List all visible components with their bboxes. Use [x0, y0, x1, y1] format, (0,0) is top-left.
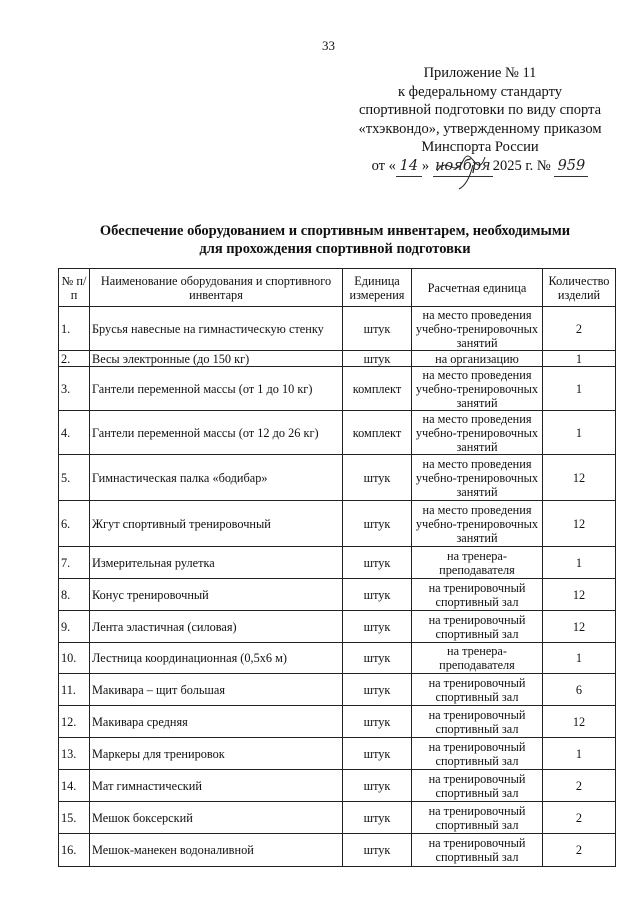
quantity: 12: [543, 501, 616, 547]
quantity: 12: [543, 455, 616, 501]
item-name: Мешок-манекен водоналивной: [90, 834, 343, 867]
calculation-unit: на тренера-преподавателя: [412, 643, 543, 674]
table-header-row: [59, 269, 616, 307]
header-unit: Единица измерения: [343, 269, 412, 307]
row-num: 7.: [59, 547, 90, 579]
unit-of-measure: штук: [343, 738, 412, 770]
appendix-line: Минспорта России: [421, 139, 539, 156]
calculation-unit: на место проведения учебно-тренировочных занятий: [412, 367, 543, 411]
inventory-table: [58, 268, 616, 867]
header-qty: Количество изделий: [543, 269, 616, 307]
calculation-unit: на организацию: [412, 351, 543, 367]
calculation-unit: на место проведения учебно-тренировочных занятий: [412, 501, 543, 547]
document-title: [60, 222, 610, 258]
date-quote-close: »: [421, 157, 430, 174]
quantity: 1: [543, 411, 616, 455]
unit-of-measure: штук: [343, 643, 412, 674]
handwritten-order-number: 959: [554, 157, 588, 177]
unit-of-measure: штук: [343, 770, 412, 802]
item-name: Гимнастическая палка «бодибар»: [90, 455, 343, 501]
table-row: [59, 643, 616, 674]
appendix-line: к федеральному стандарту: [398, 83, 562, 100]
item-name: Конус тренировочный: [90, 579, 343, 611]
quantity: 12: [543, 611, 616, 643]
table-row: [59, 674, 616, 706]
appendix-line: Приложение № 11: [423, 65, 537, 81]
calculation-unit: на место проведения учебно-тренировочных занятий: [412, 307, 543, 351]
item-name: Измерительная рулетка: [90, 547, 343, 579]
row-num: 16.: [59, 834, 90, 867]
table-row: [59, 455, 616, 501]
table-row: [59, 351, 616, 367]
unit-of-measure: штук: [343, 501, 412, 547]
title-line: Обеспечение оборудованием и спортивным инвентарем, необходимыми: [99, 223, 571, 239]
table-row: [59, 411, 616, 455]
handwritten-day: 14: [396, 157, 422, 177]
row-num: 13.: [59, 738, 90, 770]
row-num: 14.: [59, 770, 90, 802]
row-num: 9.: [59, 611, 90, 643]
unit-of-measure: комплект: [343, 411, 412, 455]
appendix-line: спортивной подготовки по виду спорта: [358, 102, 602, 119]
row-num: 4.: [59, 411, 90, 455]
item-name: Мешок боксерский: [90, 802, 343, 834]
calculation-unit: на тренировочный спортивный зал: [412, 738, 543, 770]
table-row: [59, 834, 616, 867]
row-num: 3.: [59, 367, 90, 411]
date-year: 2025 г. №: [492, 157, 551, 174]
item-name: Мат гимнастический: [90, 770, 343, 802]
table-row: [59, 611, 616, 643]
quantity: 2: [543, 802, 616, 834]
item-name: Лента эластичная (силовая): [90, 611, 343, 643]
calculation-unit: на тренировочный спортивный зал: [412, 611, 543, 643]
quantity: 1: [543, 367, 616, 411]
quantity: 2: [543, 834, 616, 867]
page-number: 33: [322, 38, 335, 53]
table-row: [59, 367, 616, 411]
handwritten-month: ноября: [433, 157, 493, 177]
item-name: Маркеры для тренировок: [90, 738, 343, 770]
item-name: Гантели переменной массы (от 12 до 26 кг): [90, 411, 343, 455]
quantity: 2: [543, 770, 616, 802]
unit-of-measure: штук: [343, 834, 412, 867]
quantity: 12: [543, 706, 616, 738]
quantity: 1: [543, 738, 616, 770]
unit-of-measure: комплект: [343, 367, 412, 411]
calculation-unit: на место проведения учебно-тренировочных занятий: [412, 455, 543, 501]
header-num: № п/п: [59, 269, 90, 307]
item-name: Весы электронные (до 150 кг): [90, 351, 343, 367]
quantity: 1: [543, 643, 616, 674]
unit-of-measure: штук: [343, 307, 412, 351]
calculation-unit: на тренировочный спортивный зал: [412, 802, 543, 834]
title-line: для прохождения спортивной подготовки: [199, 241, 471, 257]
row-num: 15.: [59, 802, 90, 834]
unit-of-measure: штук: [343, 802, 412, 834]
quantity: 6: [543, 674, 616, 706]
unit-of-measure: штук: [343, 579, 412, 611]
calculation-unit: на тренировочный спортивный зал: [412, 674, 543, 706]
table-row: [59, 501, 616, 547]
appendix-date-line: [330, 157, 630, 177]
table-row: [59, 738, 616, 770]
item-name: Жгут спортивный тренировочный: [90, 501, 343, 547]
quantity: 2: [543, 307, 616, 351]
item-name: Брусья навесные на гимнастическую стенку: [90, 307, 343, 351]
header-calc: Расчетная единица: [412, 269, 543, 307]
unit-of-measure: штук: [343, 674, 412, 706]
row-num: 10.: [59, 643, 90, 674]
table-row: [59, 706, 616, 738]
row-num: 6.: [59, 501, 90, 547]
calculation-unit: на тренировочный спортивный зал: [412, 834, 543, 867]
calculation-unit: на тренировочный спортивный зал: [412, 579, 543, 611]
date-prefix: от «: [371, 157, 396, 174]
row-num: 2.: [59, 351, 90, 367]
row-num: 1.: [59, 307, 90, 351]
quantity: 1: [543, 351, 616, 367]
appendix-header: [330, 64, 630, 177]
item-name: Гантели переменной массы (от 1 до 10 кг): [90, 367, 343, 411]
unit-of-measure: штук: [343, 611, 412, 643]
table-row: [59, 307, 616, 351]
row-num: 12.: [59, 706, 90, 738]
item-name: Макивара – щит большая: [90, 674, 343, 706]
quantity: 12: [543, 579, 616, 611]
unit-of-measure: штук: [343, 455, 412, 501]
quantity: 1: [543, 547, 616, 579]
table-row: [59, 579, 616, 611]
calculation-unit: на тренировочный спортивный зал: [412, 770, 543, 802]
unit-of-measure: штук: [343, 351, 412, 367]
table-row: [59, 547, 616, 579]
calculation-unit: на тренера-преподавателя: [412, 547, 543, 579]
unit-of-measure: штук: [343, 547, 412, 579]
calculation-unit: на тренировочный спортивный зал: [412, 706, 543, 738]
table-row: [59, 802, 616, 834]
header-name: Наименование оборудования и спортивного инвентаря: [90, 269, 343, 307]
row-num: 5.: [59, 455, 90, 501]
item-name: Макивара средняя: [90, 706, 343, 738]
appendix-line: «тхэквондо», утвержденному приказом: [358, 120, 602, 137]
table-row: [59, 770, 616, 802]
row-num: 8.: [59, 579, 90, 611]
unit-of-measure: штук: [343, 706, 412, 738]
row-num: 11.: [59, 674, 90, 706]
item-name: Лестница координационная (0,5х6 м): [90, 643, 343, 674]
calculation-unit: на место проведения учебно-тренировочных занятий: [412, 411, 543, 455]
